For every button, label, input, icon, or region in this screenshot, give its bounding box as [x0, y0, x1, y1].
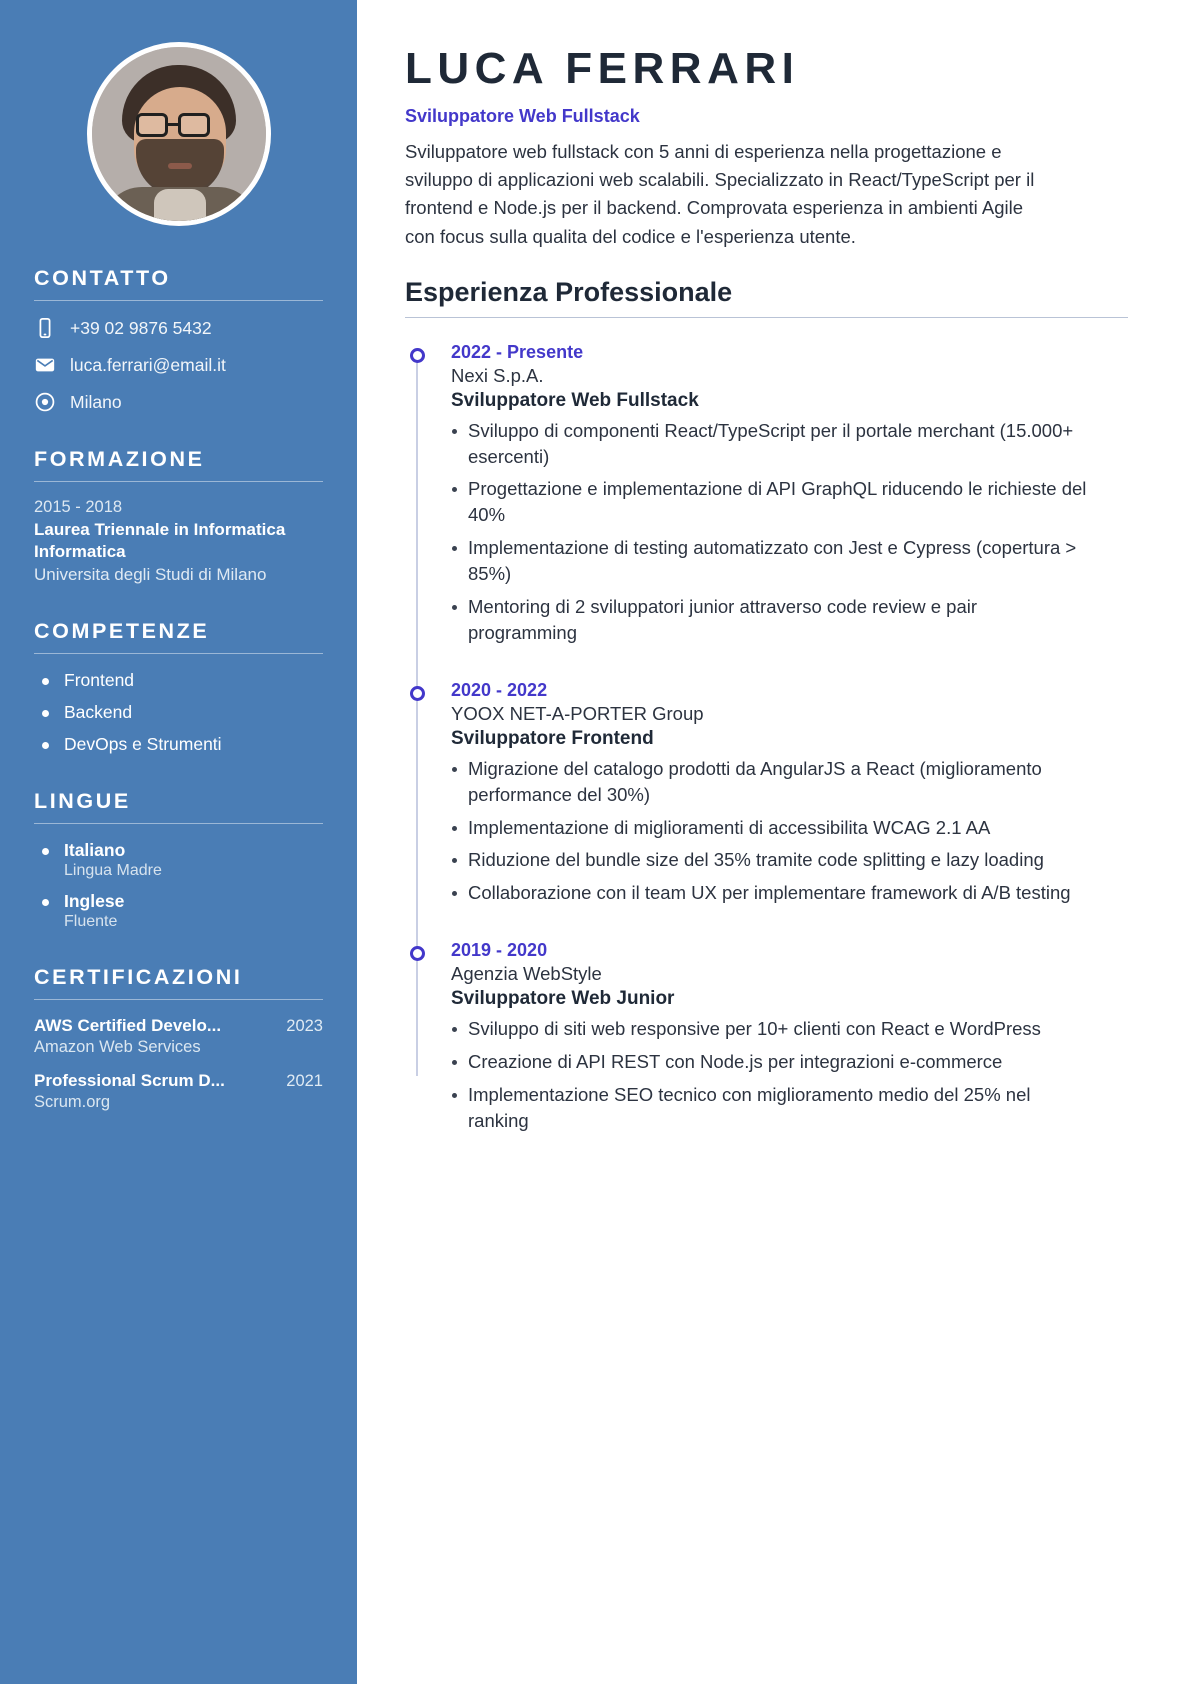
- phone-icon: [34, 317, 56, 339]
- experience-date: 2020 - 2022: [451, 679, 548, 700]
- certification-name: Professional Scrum D...: [34, 1071, 225, 1091]
- skill-item: [40, 670, 323, 691]
- experience-title: Sviluppatore Frontend: [451, 727, 654, 749]
- bullet-item: Migrazione del catalogo prodotti da AngularJS a React (miglioramento performance del 30%): [451, 756, 1091, 808]
- experience-title: Sviluppatore Web Fullstack: [451, 389, 699, 411]
- experience-heading: Esperienza Professionale: [405, 277, 1128, 318]
- experience-bullets: [451, 756, 1128, 906]
- bullet-item: Sviluppo di componenti React/TypeScript per il portale merchant (15.000+ esercenti): [451, 418, 1091, 470]
- page-title: LUCA FERRARI: [405, 44, 800, 93]
- skill-label: Backend: [64, 702, 133, 723]
- skill-label: DevOps e Strumenti: [64, 734, 222, 755]
- bullet-item: Riduzione del bundle size del 35% tramite code splitting e lazy loading: [451, 847, 1091, 873]
- experience-date: 2022 - Presente: [451, 341, 584, 362]
- language-level: Lingua Madre: [64, 862, 162, 880]
- avatar-wrapper: [34, 42, 323, 226]
- experience-item: [451, 680, 1128, 906]
- language-level: Fluente: [64, 913, 118, 931]
- certification-name: AWS Certified Develo...: [34, 1016, 222, 1036]
- education-date: 2015 - 2018: [34, 498, 123, 516]
- education-degree: Laurea Triennale in Informatica Informatica: [34, 520, 286, 561]
- contact-phone-value: +39 02 9876 5432: [70, 317, 212, 338]
- experience-bullets: [451, 1016, 1128, 1134]
- skills-heading: COMPETENZE: [34, 619, 323, 654]
- languages-heading: LINGUE: [34, 789, 323, 824]
- experience-item: [451, 940, 1128, 1134]
- certification-org: Amazon Web Services: [34, 1038, 201, 1057]
- certification-org: Scrum.org: [34, 1093, 111, 1112]
- experience-item: [451, 342, 1128, 646]
- contact-phone: [34, 317, 323, 339]
- experience-timeline: [405, 342, 1128, 1134]
- skill-item: [40, 734, 323, 755]
- bullet-item: Mentoring di 2 sviluppatori junior attraverso code review e pair programming: [451, 594, 1091, 646]
- skill-item: [40, 702, 323, 723]
- contact-email-value: luca.ferrari@email.it: [70, 354, 226, 375]
- experience-company: Agenzia WebStyle: [451, 963, 602, 985]
- language-item: [40, 840, 323, 880]
- experience-company: Nexi S.p.A.: [451, 364, 544, 386]
- profile-summary: Sviluppatore web fullstack con 5 anni di esperienza nella progettazione e sviluppo di applicazioni web scalabili. Specializzato in React/TypeScript per il frontend e Node.js per il backend. Comprovata esperienza in ambienti Agile con focus sulla qualita del codice e l'esperienza utente.: [405, 141, 1035, 247]
- education-heading: FORMAZIONE: [34, 447, 323, 482]
- contact-location: [34, 391, 323, 413]
- certification-item: [34, 1016, 323, 1057]
- bullet-item: Implementazione di testing automatizzato con Jest e Cypress (copertura > 85%): [451, 535, 1091, 587]
- main-content: [357, 0, 1190, 1684]
- timeline-dot-icon: [410, 686, 425, 701]
- location-icon: [34, 391, 56, 413]
- language-name: Inglese: [64, 891, 125, 912]
- education-item: [34, 498, 323, 585]
- skills-list: [40, 670, 323, 755]
- avatar: [87, 42, 271, 226]
- contact-email: [34, 354, 323, 376]
- experience-date: 2019 - 2020: [451, 940, 548, 961]
- language-name: Italiano: [64, 840, 126, 861]
- skill-label: Frontend: [64, 670, 135, 691]
- experience-title: Sviluppatore Web Junior: [451, 988, 675, 1010]
- bullet-item: Collaborazione con il team UX per implementare framework di A/B testing: [451, 880, 1091, 906]
- certification-year: 2021: [286, 1072, 323, 1091]
- job-role-subtitle: Sviluppatore Web Fullstack: [405, 106, 640, 127]
- certifications-heading: CERTIFICAZIONI: [34, 965, 323, 1000]
- bullet-item: Creazione di API REST con Node.js per integrazioni e-commerce: [451, 1049, 1091, 1075]
- contact-location-value: Milano: [70, 391, 122, 412]
- experience-company: YOOX NET-A-PORTER Group: [451, 702, 704, 724]
- sidebar: [0, 0, 357, 1684]
- languages-list: [40, 840, 323, 931]
- experience-bullets: [451, 418, 1128, 646]
- certification-year: 2023: [286, 1017, 323, 1036]
- timeline-dot-icon: [410, 348, 425, 363]
- certification-item: [34, 1071, 323, 1112]
- education-school: Universita degli Studi di Milano: [34, 564, 267, 584]
- contact-heading: CONTATTO: [34, 266, 323, 301]
- bullet-item: Implementazione SEO tecnico con miglioramento medio del 25% nel ranking: [451, 1082, 1091, 1134]
- timeline-dot-icon: [410, 946, 425, 961]
- bullet-item: Implementazione di miglioramenti di accessibilita WCAG 2.1 AA: [451, 815, 1091, 841]
- bullet-item: Progettazione e implementazione di API GraphQL riducendo le richieste del 40%: [451, 476, 1091, 528]
- bullet-item: Sviluppo di siti web responsive per 10+ clienti con React e WordPress: [451, 1016, 1091, 1042]
- email-icon: [34, 354, 56, 376]
- language-item: [40, 891, 323, 931]
